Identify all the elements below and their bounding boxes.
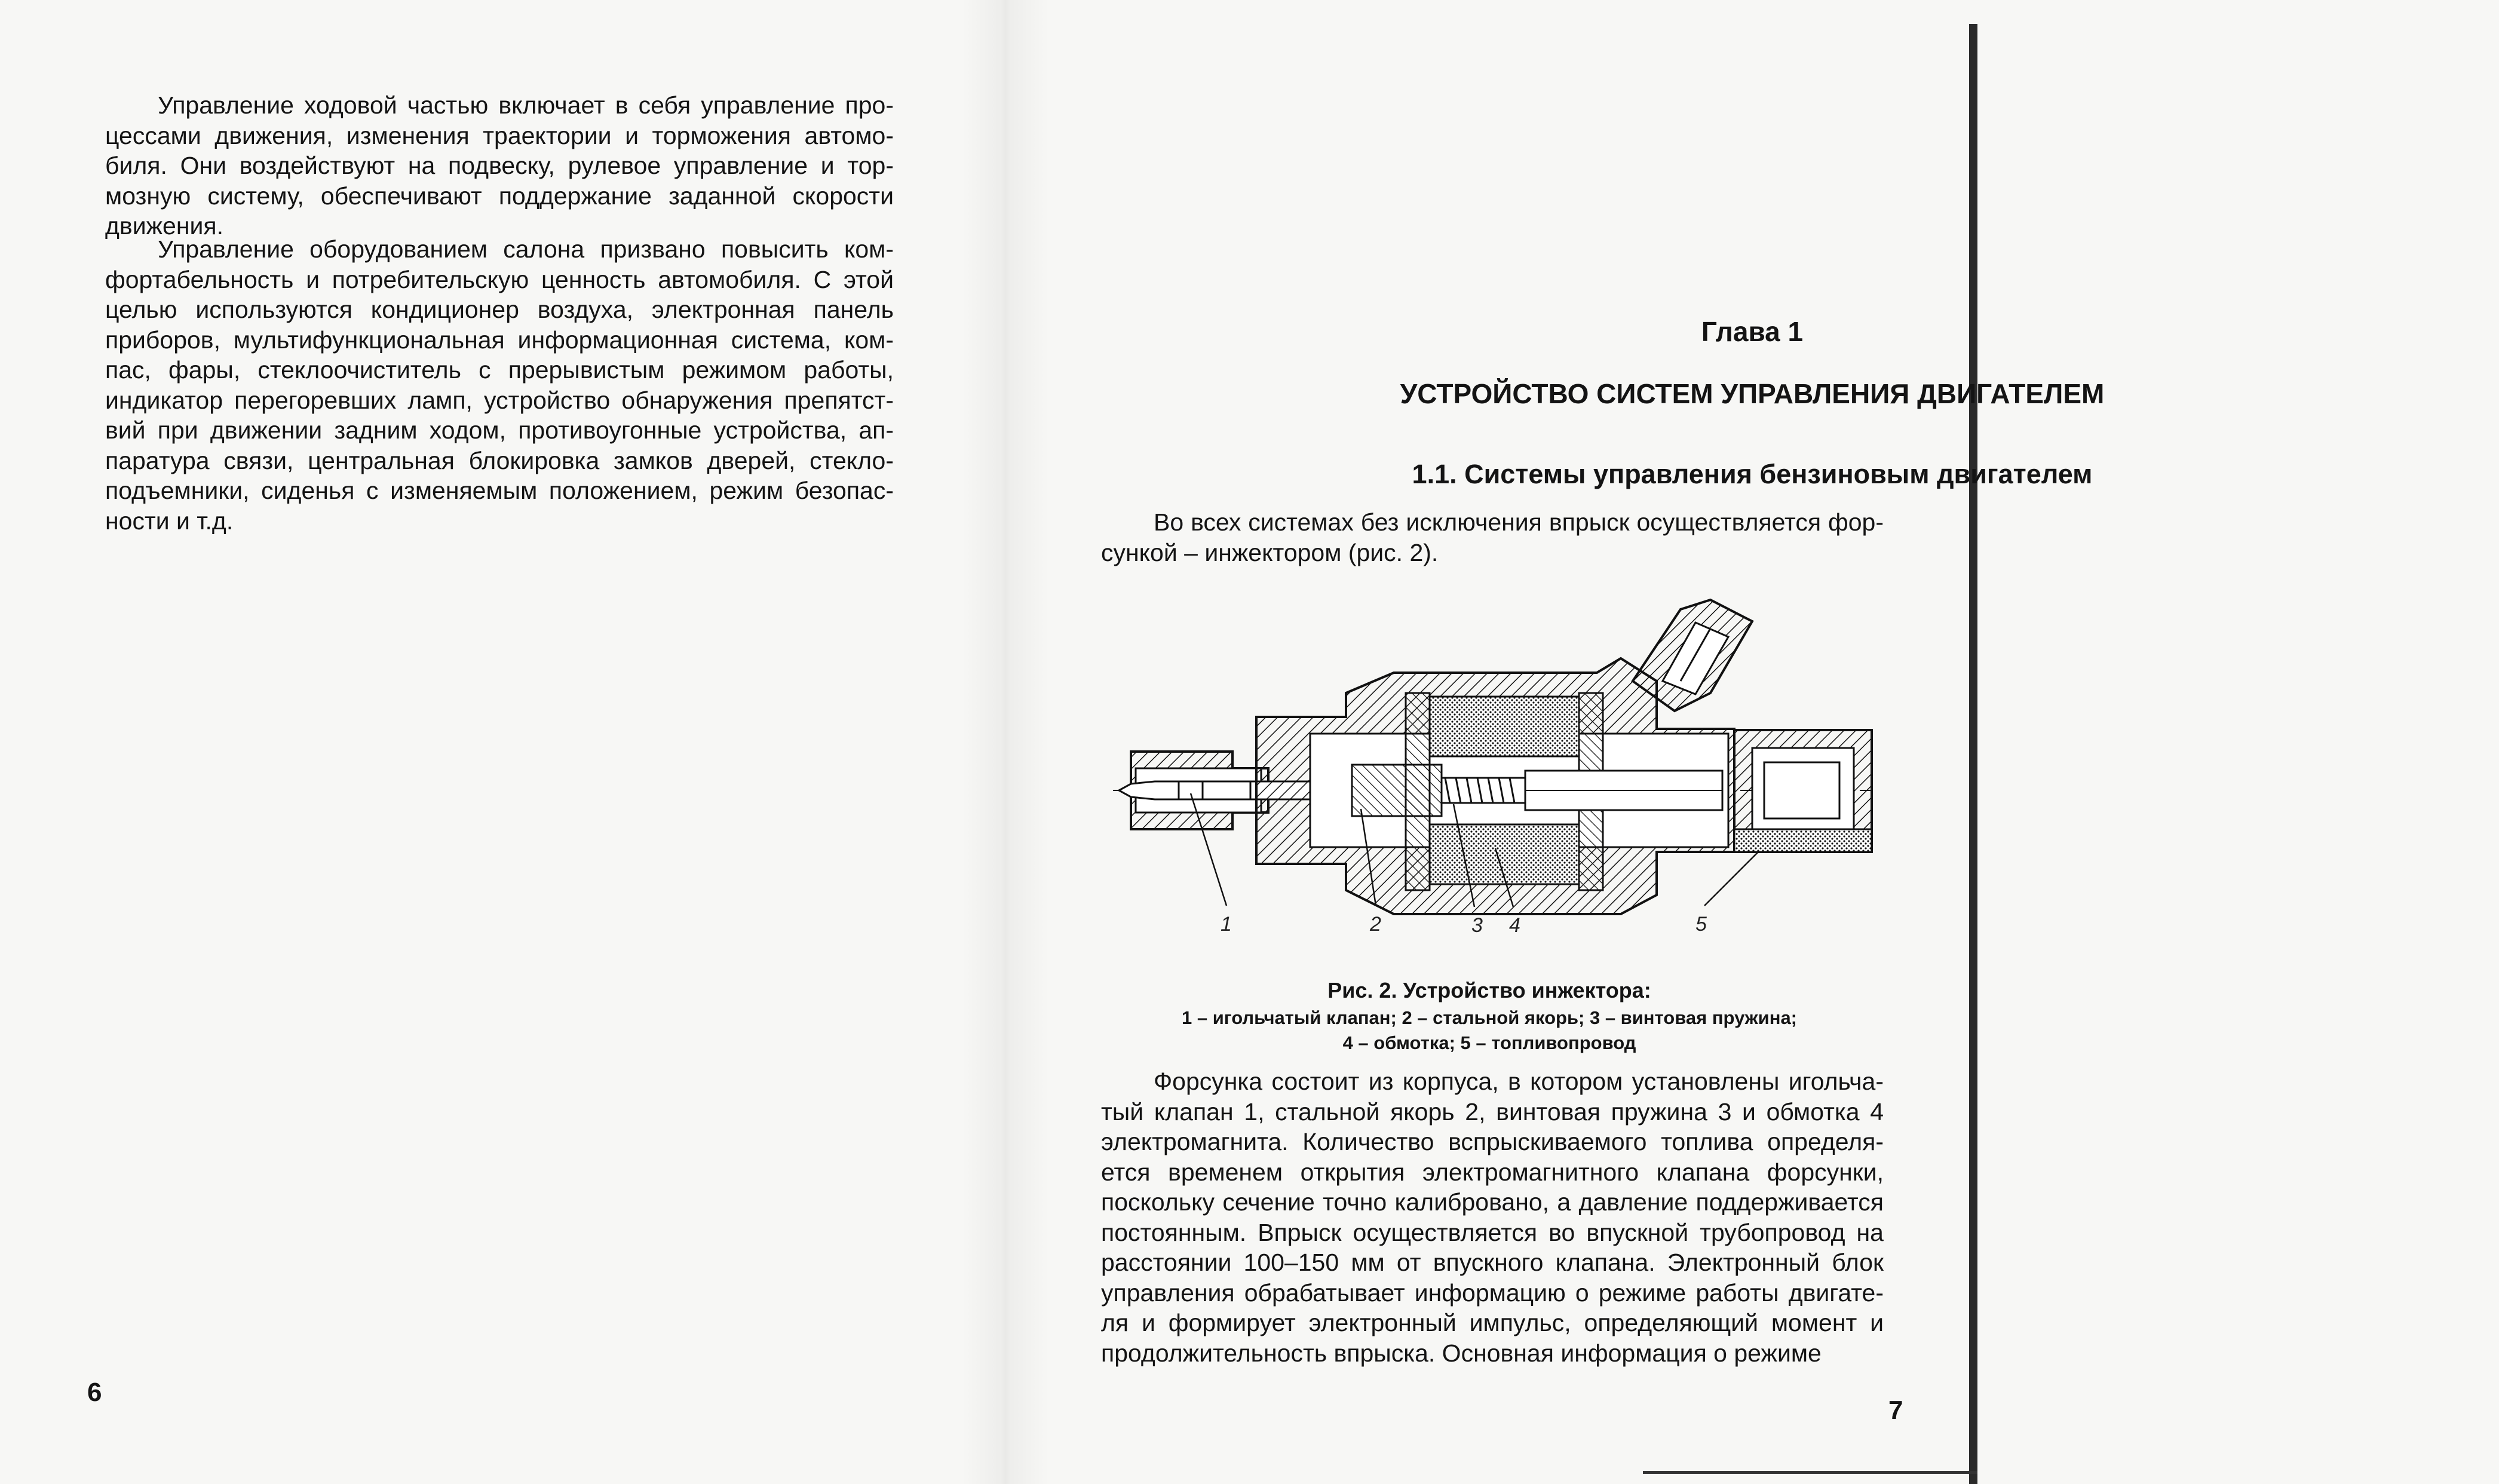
callout-1: 1 bbox=[1221, 913, 1232, 936]
figure-caption-items-line2: 4 – обмотка; 5 – топливопровод bbox=[1342, 1032, 1636, 1053]
injector-cross-section-drawing bbox=[1107, 591, 1878, 944]
steel-armature bbox=[1352, 765, 1442, 816]
coil-winding-top bbox=[1430, 697, 1579, 756]
injector-description-paragraph: Форсунка состоит из корпуса, в котором установлены игольчатый клапан 1, стальной якорь 2, винтовая пружина 3 и обмотка 4 электромагнита. Количество вспрыскиваемого топлива определяется временем открытия электромагнитного клапана форсунки, поскольку сечение точно калибровано, а давление поддерживается постоянным. Впрыск осуществляется во впускной трубопровод на расстоянии 100–150 мм от впускного клапана. Электронный блок управления обрабатывает информацию о режиме работы двигателя и формирует электронный импульс, определяющий момент и продолжительность впрыска. Основная информация о режиме bbox=[1101, 1068, 1884, 1367]
leader-line-5 bbox=[1704, 852, 1758, 906]
cabin-equipment-paragraph: Управление оборудованием салона призвано повысить комфортабельность и потребительскую ценность автомобиля. С этой целью используются кондиционер воздуха, электронная панель приборов, мультифункциональная информационная система, компас, фары, стеклоочиститель с прерывистым режимом работы, индикатор перегоревших ламп, устройство обнаружения препятствий при движении задним ходом, противоугонные устройства, аппаратура связи, центральная блокировка замков дверей, стеклоподъемники, сиденья с изменяемым положением, режим безопасности и т.д. bbox=[105, 235, 894, 535]
right-page bbox=[1005, 0, 2105, 1484]
page-number-left: 6 bbox=[87, 1378, 102, 1407]
figure-caption-items-line1: 1 – игольчатый клапан; 2 – стальной якорь; 3 – винтовая пружина; bbox=[1181, 1007, 1798, 1028]
chapter-label: Глава 1 bbox=[1701, 316, 1804, 347]
callout-4: 4 bbox=[1509, 914, 1520, 937]
callout-5: 5 bbox=[1695, 913, 1707, 936]
chassis-control-paragraph: Управление ходовой частью включает в себя управление процессами движения, изменения траектории и торможения автомобиля. Они воздействуют на подвеску, рулевое управление и тормозную систему, обеспечивают поддержание заданной скорости движения. bbox=[105, 91, 894, 240]
figure-caption-title: Рис. 2. Устройство инжектора: bbox=[1327, 978, 1651, 1002]
chapter-title: УСТРОЙСТВО СИСТЕМ УПРАВЛЕНИЯ ДВИГАТЕЛЕМ bbox=[1400, 378, 2105, 409]
callout-2: 2 bbox=[1370, 913, 1381, 936]
section-title: 1.1. Системы управления бензиновым двигателем bbox=[1412, 459, 2093, 489]
left-page bbox=[0, 0, 1005, 1484]
injector-figure bbox=[1107, 591, 1878, 944]
page-number-right: 7 bbox=[1888, 1396, 1903, 1425]
callout-3: 3 bbox=[1471, 914, 1483, 937]
intro-paragraph: Во всех системах без исключения впрыск осуществляется форсункой – инжектором (рис. 2). bbox=[1101, 508, 1884, 566]
